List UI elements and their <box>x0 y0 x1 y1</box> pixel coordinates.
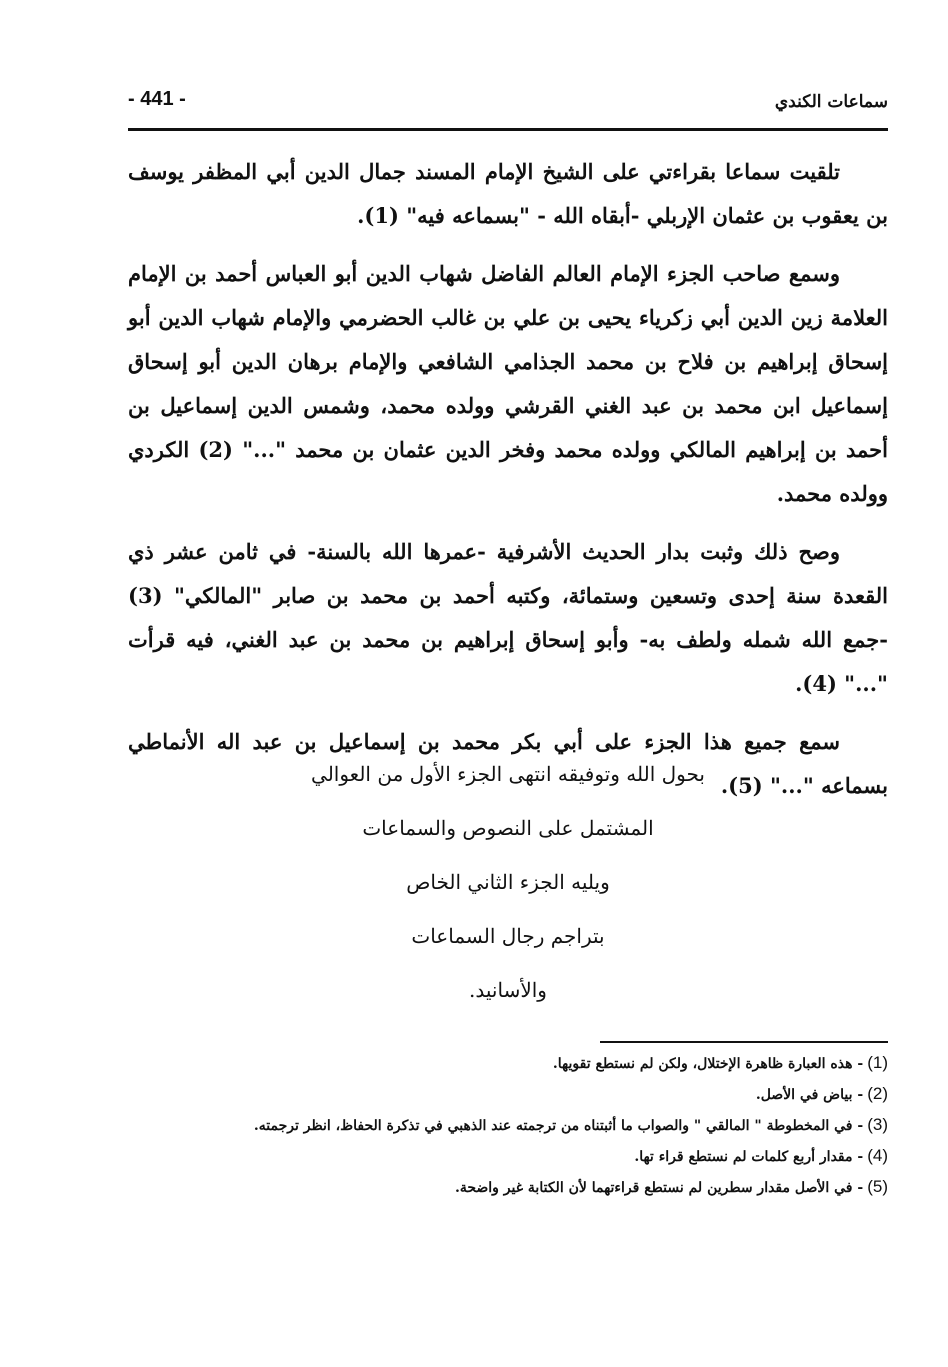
footnote-text: - مقدار أربع كلمات لم نستطع قراء تها. <box>634 1149 864 1165</box>
footnote <box>128 1048 888 1079</box>
paragraph: سمع جميع هذا الجزء على أبي بكر محمد بن إسماعيل بن عبد اله الأنماطي بسماعه "..." (5). <box>128 729 888 798</box>
page-number: - 441 - <box>128 88 186 110</box>
paragraph: تلقيت سماعا بقراءتي على الشيخ الإمام المسند جمال الدين أبي المظفر يوسف بن يعقوب بن عثمان الإربلي -أبقاه الله - "بسماعه فيه" (1). <box>128 159 888 228</box>
footnote-text: - في الأصل مقدار سطرين لم نستطع قراءتهما لأن الكتابة غير واضحة. <box>454 1180 864 1196</box>
footnote-number: (4) <box>867 1146 888 1165</box>
footnote-number: (2) <box>867 1084 888 1103</box>
colophon-line: بتراجم رجال السماعات <box>411 924 605 948</box>
footnote-text: - في المخطوطة " المالقي " والصواب ما أثبتناه من ترجمته عند الذهبي في تذكرة الحفاظ، انظر ترجمته. <box>253 1118 864 1134</box>
footnote <box>128 1141 888 1172</box>
closing-colophon <box>128 752 888 1022</box>
page-header <box>128 82 888 126</box>
footnote <box>128 1079 888 1110</box>
running-title: سماعات الكندي <box>774 92 888 112</box>
footnote-divider <box>600 1041 888 1043</box>
paragraph: وسمع صاحب الجزء الإمام العالم الفاضل شهاب الدين أبو العباس أحمد بن الإمام العلامة زين الدين أبي زكرياء يحيى بن علي بن غالب الحضرمي والإمام شهاب الدين أبو إسحاق إبراهيم بن فلاح بن محمد الجذامي الشافعي والإمام برهان الدين أبو إسحاق إسماعيل ابن محمد بن عبد الغني القرشي وولده محمد، وشمس الدين إسماعيل بن أحمد بن إبراهيم المالكي وولده محمد وفخر الدين عثمان بن محمد "..." (2) الكردي وولده محمد. <box>128 261 888 506</box>
header-divider <box>128 128 888 131</box>
footnote <box>128 1172 888 1203</box>
colophon-line: والأسانيد. <box>469 978 547 1002</box>
footnote-number: (5) <box>867 1177 888 1196</box>
footnote <box>128 1110 888 1141</box>
colophon-line: بحول الله وتوفيقه انتهى الجزء الأول من العوالي <box>311 762 705 786</box>
footnotes <box>128 1048 888 1203</box>
paragraph: وصح ذلك وثبت بدار الحديث الأشرفية -عمرها الله بالسنة- في ثامن عشر ذي القعدة سنة إحدى وتسعين وستمائة، وكتبه أحمد بن محمد بن صابر "المالكي" (3) -جمع الله شمله ولطف به- وأبو إسحاق إبراهيم بن محمد بن عبد الغني، فيه قرأت "..." (4). <box>128 539 888 696</box>
footnote-text: - بياض في الأصل. <box>755 1087 864 1103</box>
footnote-text: - هذه العبارة ظاهرة الإختلال، ولكن لم نستطع تقويها. <box>552 1056 864 1072</box>
main-text <box>128 150 888 822</box>
footnote-number: (3) <box>867 1115 888 1134</box>
colophon-line: ويليه الجزء الثاني الخاص <box>406 870 610 894</box>
footnote-number: (1) <box>867 1053 888 1072</box>
colophon-line: المشتمل على النصوص والسماعات <box>362 816 654 840</box>
